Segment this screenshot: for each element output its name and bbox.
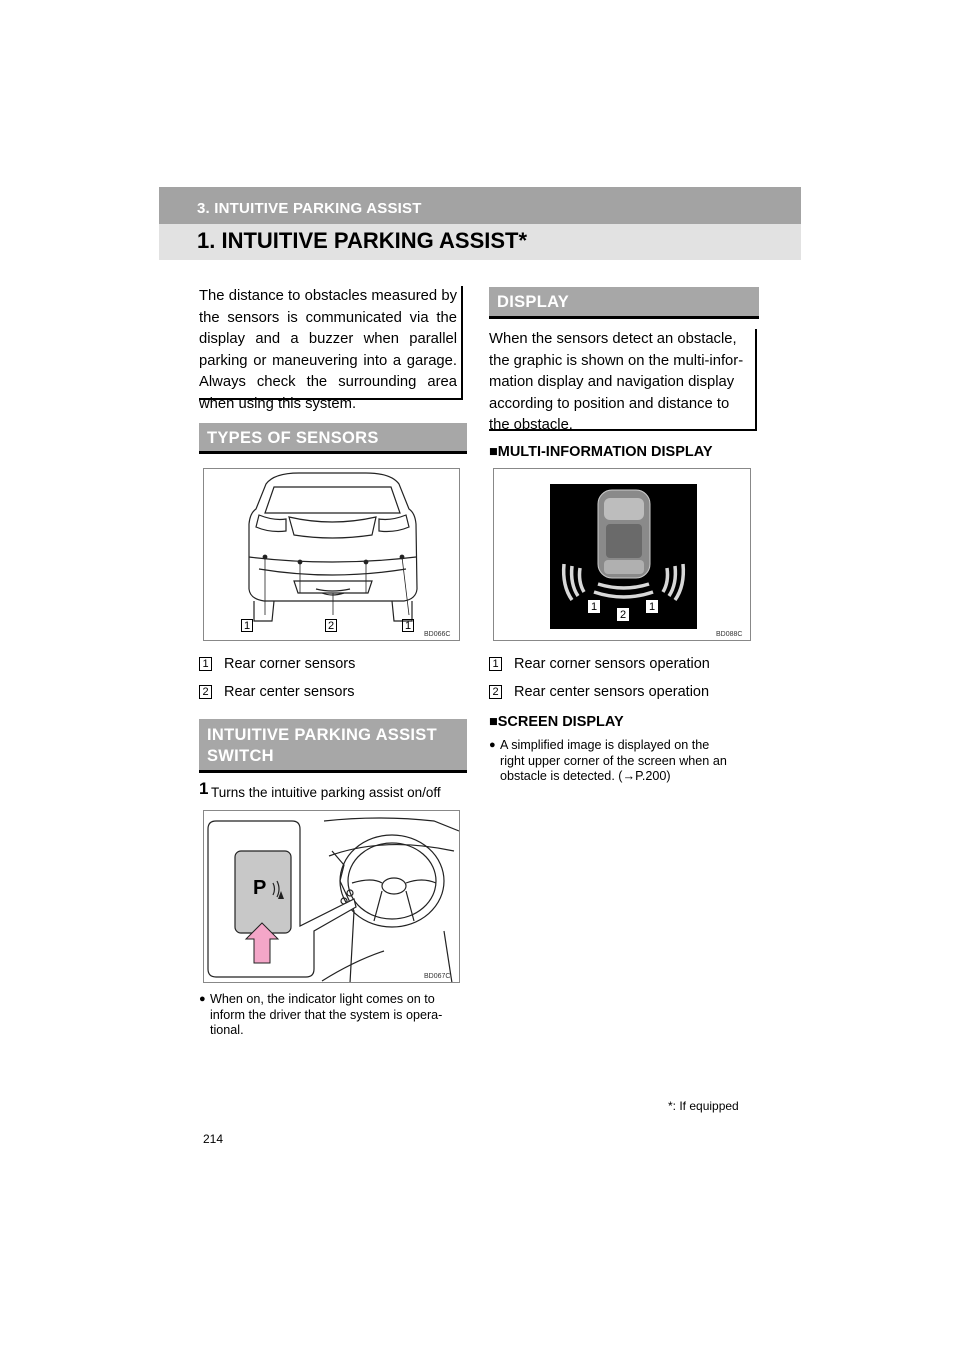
callout-2: 2 [617,608,629,621]
types-of-sensors-heading: TYPES OF SENSORS [199,423,467,454]
legend-number: 1 [199,657,212,671]
display-intro-box: When the sensors detect an obstacle, the graphic is shown on the multi-infor- mation display and navigation display according to position and distance to the obstacle. [489,329,757,431]
parking-symbol-icon: P [253,877,267,899]
screen-display-heading: ■SCREEN DISPLAY [489,714,624,730]
legend-label: Rear center sensors [224,684,355,700]
callout-1-left: 1 [241,619,253,632]
bullet-icon: ● [489,739,496,751]
rear-sensors-figure [203,468,460,641]
legend-number: 1 [489,657,502,671]
step-text: Turns the intuitive parking assist on/off [211,785,441,800]
figure-code: BD066C [424,631,451,638]
step-item [199,779,474,803]
legend-label: Rear center sensors operation [514,684,710,700]
multi-info-display-heading: ■MULTI-INFORMATION DISPLAY [489,444,713,460]
chapter-title: 3. INTUITIVE PARKING ASSIST [197,200,422,217]
legend-label: Rear corner sensors operation [514,656,710,672]
step-number: 1 [199,779,209,798]
intro-box [199,286,463,412]
legend-label: Rear corner sensors [224,656,356,672]
callout-1-right: 1 [646,600,658,613]
switch-figure [203,810,460,983]
legend-item [199,656,461,674]
page-title: 1. INTUITIVE PARKING ASSIST* [197,228,528,253]
page-number: 214 [203,1132,224,1146]
legend-item [199,684,461,702]
car-rear-illustration [204,469,460,641]
legend-item [489,684,759,702]
figure-code: BD088C [716,631,743,638]
bullet-icon: ● [199,993,206,1005]
chapter-header-bar [159,187,801,224]
intro-text: The distance to obstacles measured by the sensors is communicated via the display and a buzzer when parallel parking or maneuvering into a garage. Always check the surrounding area when using this system. [199,288,457,412]
switch-heading: INTUITIVE PARKING ASSIST SWITCH [199,719,467,773]
dashboard-illustration [204,811,460,983]
legend-number: 2 [199,685,212,699]
legend-item [489,656,759,674]
section-header-bar [159,224,801,260]
multi-info-display-figure [493,468,751,641]
figure-code: BD067C [424,973,451,980]
legend-number: 2 [489,685,502,699]
display-screen [550,484,697,629]
screen-display-bullet: ● A simplified image is displayed on the right upper corner of the screen when an obstacle is detected. (→P.200) [489,738,727,783]
footnote: *: If equipped [668,1099,739,1113]
switch-bullet: ● When on, the indicator light comes on to inform the driver that the system is opera- tional. [199,992,443,1037]
callout-1-right: 1 [402,619,414,632]
display-heading: DISPLAY [489,287,759,319]
callout-1-left: 1 [588,600,600,613]
callout-2: 2 [325,619,337,632]
